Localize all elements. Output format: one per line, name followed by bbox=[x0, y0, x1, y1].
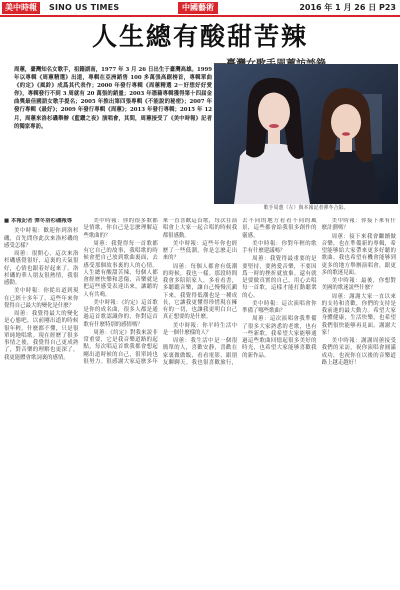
body-paragraph: 周蕙：很開心，這次來洛杉磯感覺很好，這裏的天氣很好，心情也跟着好起來了。洛杉磯的華人朋友很熱情，我很感動。 bbox=[4, 251, 79, 286]
body-paragraph: 美中時報：這些年你也經歷了一些低潮，你是怎麽走出來的？ bbox=[162, 240, 238, 262]
photo-caption: 歌手周蕙（左）與本報記者彈冬合影。 bbox=[263, 205, 349, 211]
newspaper-logo-badge: 美中時報 bbox=[2, 2, 40, 14]
body-paragraph: 周蕙：每個人都會有低潮的時候，我也一樣。那段時間我會多陪陪家人，多看看書，多聽聽音樂，讓自己慢慢沉澱下來。我覺得低潮也是一種成長，它讓我更懂得珍惜現在擁有的一切，也讓我更明白自己真正想要的是什麽。 bbox=[162, 263, 238, 321]
body-paragraph: 周蕙：我覺得最重要的是要堅持，要熱愛音樂，不要因爲一時的挫折就放棄。還有就是要做真實的自己，用心去唱每一首歌，這樣才能打動聽衆的心。 bbox=[242, 256, 317, 299]
byline: ■ 本報記者 彈冬洛杉磯報導 bbox=[4, 218, 73, 224]
body-paragraph: 美中時報：《約定》這首歌是你的成名曲，很多人都是通過這首歌認識你的，你對這首歌有什麽特别的感情嗎？ bbox=[83, 299, 158, 328]
body-paragraph: 周蕙：接下來我會繼續做音樂，也在準備新的專輯，希望能够給大家帶來更多好聽的歌曲。我也希望有機會能够到更多的地方舉辦演唱會，跟更多的歌迷見面。 bbox=[321, 233, 396, 276]
article-lead: 周蕙，臺灣知名女歌手，祖籍湖南，1977 年 3 月 26 日出生于臺灣高雄。1999 年以專輯《周蕙精選》出道，專輯在亞洲銷售 100 多萬張高踞榜首，專輯單曲《約定》《風鈴》成爲其代表作；2000 年發行專輯《周蕙精選 2－好想好好愛你》，專輯發行不到 3 周就有 20 萬張的銷量；2003 年憑藉專輯獲得第十四届金曲獎最佳國語女歌手提名；2005 年推出第四張專輯《不能說的秘密》；2007 年發行專輯《最好》；2009 年發行專輯《周蕙》；2013 年發行專輯；2015 年 12 月，周蕙來洛杉磯舉辦《藍鑽之夜》演唱會，其間，周蕙接受了《美中時報》記者的獨家專訪。 bbox=[14, 67, 212, 130]
date-page-number: 2016 年 1 月 26 日 P23 bbox=[299, 3, 396, 12]
body-paragraph: 周蕙：謝謝大家一直以來的支持和喜歡，你們的支持是我前進的最大動力。希望大家身體健康，生活快樂，也希望我們很快能够再見面。謝謝大家！ bbox=[321, 293, 396, 336]
body-paragraph: 美中時報：謝謝周蕙接受我們的采訪，祝你演唱會圓滿成功，也祝你在以後的音樂道路上越走越好！ bbox=[321, 338, 396, 366]
article-body bbox=[4, 218, 396, 588]
body-paragraph: 周蕙：《約定》對我來説非常重要，它是我音樂道路的起點，每次唱這首歌我都會想起剛出道時候的自己，很單純也很努力。很感謝大家這麽多年來一直喜歡這首歌，每次在演唱會上大家一起合唱的時候我都很感動。 bbox=[83, 218, 238, 365]
newspaper-header bbox=[0, 0, 400, 16]
article-photo bbox=[214, 64, 398, 204]
body-paragraph: 美中時報：這次演唱會你準備了哪些歌曲？ bbox=[242, 300, 317, 314]
body-paragraph: 周蕙：我覺得每一首歌都有它自己的故事，我唱歌的時候會把自己放到歌曲裏面，去感受那個故事裏的人的心情。人生總有酸甜苦辣，每個人都會經歷快樂和悲傷，音樂就是把這些感受表達出來，讓聽的人有共鳴。 bbox=[83, 240, 158, 298]
body-paragraph: 周蕙：我覺得最大的變化是心態吧，以前剛出道的時候很年輕，什麽都不懂，只是很單純地唱歌。現在經歷了很多事情之後，我覺得自己更成熟了，對音樂的理解也更深了，我更能體會歌詞裏的感情。 bbox=[4, 311, 79, 361]
article-title: 人生總有酸甜苦辣 bbox=[91, 22, 308, 51]
header-divider bbox=[0, 15, 400, 17]
body-paragraph: 美中時報：你的很多歌都是情歌，你自己是怎麽理解這些歌曲的？ bbox=[83, 218, 158, 239]
section-label: 中國藝術 bbox=[178, 2, 218, 14]
body-paragraph: 美中時報：你對年輕的歌手有什麽建議嗎？ bbox=[242, 240, 317, 254]
newspaper-name: SINO US TIMES bbox=[49, 3, 120, 12]
body-paragraph: 美中時報：最後，你想對美國的歌迷説些什麽？ bbox=[321, 278, 396, 292]
body-paragraph: 美中時報：你接下來有什麽計劃嗎？ bbox=[321, 218, 396, 232]
body-paragraph: 周蕙：我生活中是一個很簡單的人，喜歡安静，喜歡在家裏做做飯、看看電影，跟朋友聊聊天。我也很喜歡旅行，去不同的地方看看不同的風景，這些都會給我很多創作的靈感。 bbox=[162, 218, 317, 366]
body-paragraph: 美中時報：歡迎你到洛杉磯，首先問你此次來洛杉磯的感受怎樣？ bbox=[4, 228, 79, 249]
body-paragraph: 美中時報：你平時生活中是一個什麽樣的人？ bbox=[162, 322, 238, 336]
body-paragraph: 周蕙：這次演唱會我準備了很多大家熟悉的老歌，也有一些新歌。我希望大家能够通過這些歌曲回憶起很多美好的時光，也希望大家能够喜歡我的新作品。 bbox=[242, 316, 317, 359]
body-paragraph: 美中時報：你從出道到現在已經十多年了，這些年來你覺得自己最大的變化是什麽？ bbox=[4, 288, 79, 309]
photo-two-women-illustration bbox=[214, 64, 398, 204]
